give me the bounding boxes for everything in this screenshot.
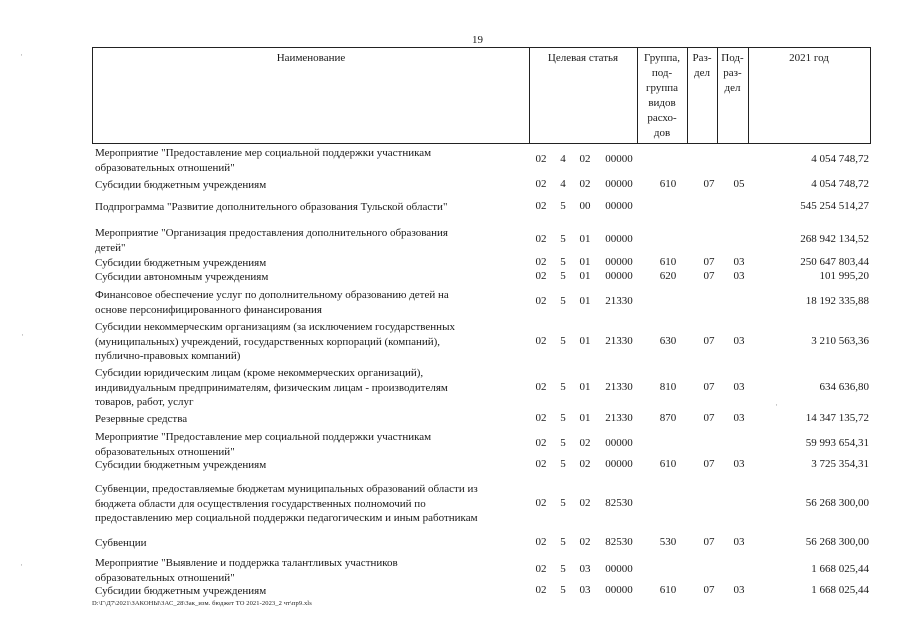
row-sub: 03 [733, 412, 745, 424]
row-c2: 5 [560, 458, 566, 470]
row-name: Финансовое обеспечение услуг по дополнительному образованию детей на основе персонифицированного финансирования [95, 289, 449, 316]
row-name: Субсидии бюджетным учреждениям [95, 585, 267, 597]
row-name: Субвенции, предоставляемые бюджетам муниципальных образований области из бюджета области для осуществления государственных полномочий по предоставлению мер социальной поддержки педагогическим и иным работникам [95, 483, 478, 524]
row-c3: 02 [579, 536, 591, 548]
row-c2: 5 [560, 496, 566, 509]
row-c1: 02 [535, 334, 547, 347]
row-c2: 5 [560, 437, 566, 450]
row-c3: 03 [579, 563, 591, 576]
row-c1: 02 [535, 153, 547, 166]
row-sec: 07 [703, 178, 715, 190]
row-name: Мероприятие "Организация предоставления дополнительного образования детей" [95, 227, 448, 254]
row-name: Субсидии бюджетным учреждениям [95, 459, 267, 471]
row-amount: 545 254 514,27 [800, 200, 869, 212]
row-sub: 03 [733, 270, 745, 282]
row-c4: 21330 [605, 295, 633, 308]
row-c1: 02 [535, 270, 547, 282]
row-sec: 07 [703, 380, 715, 393]
row-c2: 5 [560, 334, 566, 347]
row-amount: 59 993 654,31 [805, 437, 869, 450]
row-grp: 610 [659, 458, 677, 470]
row-sub: 03 [733, 584, 745, 596]
row-c3: 01 [579, 270, 591, 282]
row-c3: 02 [579, 458, 591, 470]
row-c3: 01 [579, 256, 591, 268]
row-c1: 02 [535, 458, 547, 470]
row-c2: 5 [560, 412, 566, 424]
margin-mark: · [20, 560, 23, 570]
row-amount: 4 054 748,72 [811, 178, 869, 190]
page-number: 19 [472, 34, 483, 46]
row-grp: 610 [659, 584, 677, 596]
row-c1: 02 [535, 256, 547, 268]
row-amount: 56 268 300,00 [805, 536, 869, 548]
table-header [92, 47, 871, 144]
row-c2: 5 [560, 563, 566, 576]
header-name: Наименование [276, 52, 346, 64]
row-amount: 268 942 134,52 [800, 233, 869, 246]
row-c1: 02 [535, 200, 547, 212]
row-sec: 07 [703, 536, 715, 548]
row-name: Субсидии некоммерческим организациям (за исключением государственных (муниципальных) учреждений, государственных корпораций (компаний), публично-правовых компаний) [95, 321, 455, 362]
row-c3: 02 [579, 153, 591, 166]
row-sec: 07 [703, 256, 715, 268]
row-grp: 810 [659, 380, 677, 393]
row-grp: 610 [659, 256, 677, 268]
row-amount: 634 636,80 [819, 380, 869, 393]
row-c2: 4 [560, 178, 566, 190]
header-section: Раз- дел [692, 52, 712, 79]
row-amount: 101 995,20 [819, 270, 869, 282]
row-c4: 00000 [605, 437, 633, 450]
row-sec: 07 [703, 458, 715, 470]
margin-mark: · [21, 330, 24, 340]
row-c3: 02 [579, 437, 591, 450]
row-sec: 07 [703, 270, 715, 282]
row-name: Мероприятие "Предоставление мер социальной поддержки участникам образовательных отношений" [95, 147, 432, 174]
row-name: Резервные средства [95, 413, 188, 425]
row-c2: 4 [560, 153, 566, 166]
row-c4: 00000 [605, 563, 633, 576]
row-c1: 02 [535, 437, 547, 450]
row-c4: 82530 [605, 496, 633, 509]
header-target: Целевая статья [547, 52, 619, 64]
row-c4: 00000 [605, 200, 633, 212]
row-c1: 02 [535, 380, 547, 393]
row-sub: 03 [733, 334, 745, 347]
row-sec: 07 [703, 412, 715, 424]
row-c1: 02 [535, 412, 547, 424]
row-c1: 02 [535, 536, 547, 548]
row-c2: 5 [560, 200, 566, 212]
row-sub: 03 [733, 380, 745, 393]
row-amount: 3 210 563,36 [811, 334, 869, 347]
row-name: Мероприятие "Выявление и поддержка талантливых участников образовательных отношений" [95, 557, 398, 584]
row-amount: 14 347 135,72 [805, 412, 869, 424]
row-c3: 02 [579, 178, 591, 190]
row-name: Субсидии автономным учреждениям [95, 271, 269, 283]
row-c4: 21330 [605, 412, 633, 424]
row-sub: 03 [733, 256, 745, 268]
row-c4: 21330 [605, 334, 633, 347]
row-c2: 5 [560, 584, 566, 596]
row-grp: 870 [659, 412, 677, 424]
row-c4: 00000 [605, 270, 633, 282]
row-c3: 02 [579, 496, 591, 509]
row-grp: 630 [659, 334, 677, 347]
row-sub: 03 [733, 458, 745, 470]
row-name: Субсидии бюджетным учреждениям [95, 257, 267, 269]
row-c2: 5 [560, 233, 566, 246]
row-sub: 03 [733, 536, 745, 548]
footer-file-path: D:\Г\Д7\2021\ЗАКОНЫ\ЗАС_28\Зак_изм. бюджет ТО 2021-2023_2 чт\пр9.xls [92, 600, 312, 607]
row-c4: 00000 [605, 233, 633, 246]
row-sec: 07 [703, 584, 715, 596]
row-c4: 82530 [605, 536, 633, 548]
row-name: Подпрограмма "Развитие дополнительного образования Тульской области" [95, 201, 448, 213]
row-name: Субвенции [95, 537, 147, 549]
row-c4: 00000 [605, 178, 633, 190]
row-grp: 610 [659, 178, 677, 190]
row-sec: 07 [703, 334, 715, 347]
row-amount: 250 647 803,44 [800, 256, 869, 268]
row-c4: 00000 [605, 584, 633, 596]
row-c1: 02 [535, 178, 547, 190]
row-name: Мероприятие "Предоставление мер социальной поддержки участникам образовательных отношений" [95, 431, 432, 458]
row-amount: 56 268 300,00 [805, 496, 869, 509]
row-c4: 00000 [605, 153, 633, 166]
row-c3: 03 [579, 584, 591, 596]
row-grp: 620 [659, 270, 677, 282]
margin-mark: · [20, 50, 23, 60]
row-c1: 02 [535, 295, 547, 308]
row-grp: 530 [659, 536, 677, 548]
row-c3: 01 [579, 233, 591, 246]
row-name: Субсидии юридическим лицам (кроме некоммерческих организаций), индивидуальным предпринимателям, физическим лицам - производителям товаров, работ, услуг [95, 367, 448, 408]
row-c1: 02 [535, 496, 547, 509]
row-amount: 4 054 748,72 [811, 153, 869, 166]
row-c3: 01 [579, 380, 591, 393]
row-c1: 02 [535, 563, 547, 576]
row-c1: 02 [535, 584, 547, 596]
header-subsection: Под- раз- дел [721, 52, 744, 94]
row-amount: 3 725 354,31 [811, 458, 869, 470]
row-c3: 01 [579, 334, 591, 347]
row-c4: 00000 [605, 256, 633, 268]
header-year: 2021 год [789, 52, 829, 64]
row-name: Субсидии бюджетным учреждениям [95, 179, 267, 191]
row-amount: 1 668 025,44 [811, 584, 869, 596]
row-c2: 5 [560, 295, 566, 308]
margin-mark: · [775, 400, 778, 410]
row-amount: 1 668 025,44 [811, 563, 869, 576]
row-sub: 05 [733, 178, 745, 190]
row-c3: 01 [579, 412, 591, 424]
row-amount: 18 192 335,88 [805, 295, 869, 308]
row-c3: 01 [579, 295, 591, 308]
row-c4: 21330 [605, 380, 633, 393]
row-c1: 02 [535, 233, 547, 246]
row-c2: 5 [560, 536, 566, 548]
row-c2: 5 [560, 270, 566, 282]
row-c2: 5 [560, 256, 566, 268]
header-group: Группа, под- группа видов расхо- дов [644, 52, 680, 139]
row-c3: 00 [579, 200, 591, 212]
row-c2: 5 [560, 380, 566, 393]
row-c4: 00000 [605, 458, 633, 470]
